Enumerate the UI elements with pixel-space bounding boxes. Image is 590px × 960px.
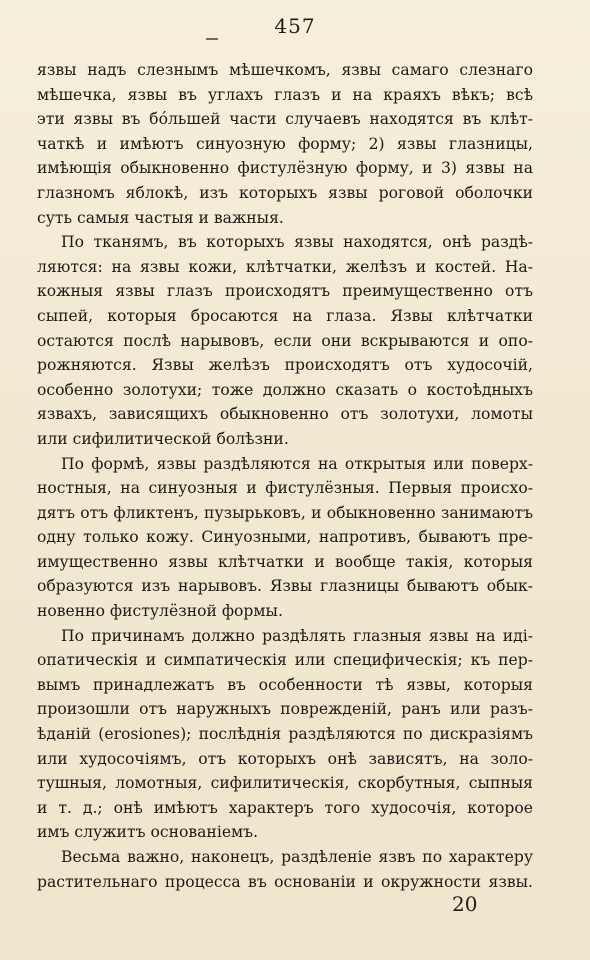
text-line: чаткѣ и имѣютъ синуозную форму; 2) язвы глазницы,: [37, 134, 533, 153]
paragraph-2: [37, 230, 533, 451]
text-line: ностныя, на синуозныя и фистулёзныя. Первыя происхо-: [37, 479, 533, 498]
text-line: язвахъ, зависящихъ обыкновенно отъ золотухи, ломоты: [37, 405, 533, 424]
text-line: По тканямъ, въ которыхъ язвы находятся, онѣ раздѣ-: [61, 233, 533, 252]
text-line: дятъ отъ фликтенъ, пузырьковъ, и обыкновенно занимаютъ: [37, 503, 533, 522]
printer-signature-number: 20: [452, 892, 478, 916]
text-line: новенно фистулёзной формы.: [37, 602, 283, 621]
text-line: растительнаго процесса въ основаніи и окружности язвы.: [37, 872, 533, 891]
text-line: вымъ принадлежатъ въ особенности тѣ язвы, которыя: [37, 675, 533, 694]
text-line: или худосочіямъ, отъ которыхъ онѣ зависятъ, на золо-: [37, 749, 533, 768]
paragraph-5: [37, 845, 533, 894]
text-line: и т. д.; онѣ имѣютъ характеръ того худосочія, которое: [37, 798, 533, 817]
text-line: одну только кожу. Синуозными, напротивъ, бываютъ пре-: [37, 528, 533, 547]
paragraph-3: [37, 452, 533, 624]
text-line: По формѣ, язвы раздѣляются на открытыя или поверх-: [61, 454, 533, 473]
text-line: имущественно язвы клѣтчатки и вообще такія, которыя: [37, 552, 533, 571]
text-line: кожныя язвы глазъ происходятъ преимущественно отъ: [37, 282, 533, 301]
text-line: имѣющія обыкновенно фистулёзную форму, и 3) язвы на: [37, 159, 533, 178]
text-line: эти язвы въ бóльшей части случаевъ находятся въ клѣт-: [37, 110, 533, 129]
paragraph-1: [37, 58, 533, 230]
text-line: суть самыя частыя и важныя.: [37, 208, 284, 227]
text-line: глазномъ яблокѣ, изъ которыхъ язвы роговой оболочки: [37, 183, 533, 202]
page-number: 457: [274, 14, 316, 38]
text-line: Весьма важно, наконецъ, раздѣленіе язвъ по характеру: [61, 848, 533, 866]
text-line: По причинамъ должно раздѣлять глазныя язвы на иді-: [61, 626, 533, 645]
text-line: остаются послѣ нарывовъ, если они вскрываются и опо-: [37, 331, 533, 350]
text-line: рожняются. Язвы желѣзъ происходятъ отъ худосочій,: [37, 356, 533, 375]
text-line: ѣданій (erosiones); послѣднія раздѣляются по дискразіямъ: [37, 725, 533, 744]
text-line: произошли отъ наружныхъ поврежденій, ранъ или разъ-: [37, 700, 533, 719]
text-line: имъ служитъ основаніемъ.: [37, 823, 259, 842]
printer-dash-mark: [206, 38, 218, 40]
text-line: тушныя, ломотныя, сифилитическія, скорбутныя, сыпныя: [37, 774, 533, 793]
text-line: образуются изъ нарывовъ. Язвы глазницы бываютъ обык-: [37, 577, 533, 596]
text-line: сыпей, которыя бросаются на глаза. Язвы клѣтчатки: [37, 306, 533, 325]
text-line: опатическія и симпатическія или специфическія; къ пер-: [37, 651, 533, 670]
text-line: мѣшечка, язвы въ углахъ глазъ и на краяхъ вѣкъ; всѣ: [37, 85, 533, 104]
text-line: язвы надъ слезнымъ мѣшечкомъ, язвы самаго слезнаго: [37, 61, 533, 79]
text-line: особенно золотухи; тоже должно сказать о костоѣдныхъ: [37, 380, 533, 399]
text-line: ляются: на язвы кожи, клѣтчатки, желѣзъ и костей. На-: [37, 257, 533, 276]
text-line: или сифилитической болѣзни.: [37, 429, 289, 448]
paragraph-4: [37, 624, 533, 845]
body-text: [37, 58, 533, 894]
